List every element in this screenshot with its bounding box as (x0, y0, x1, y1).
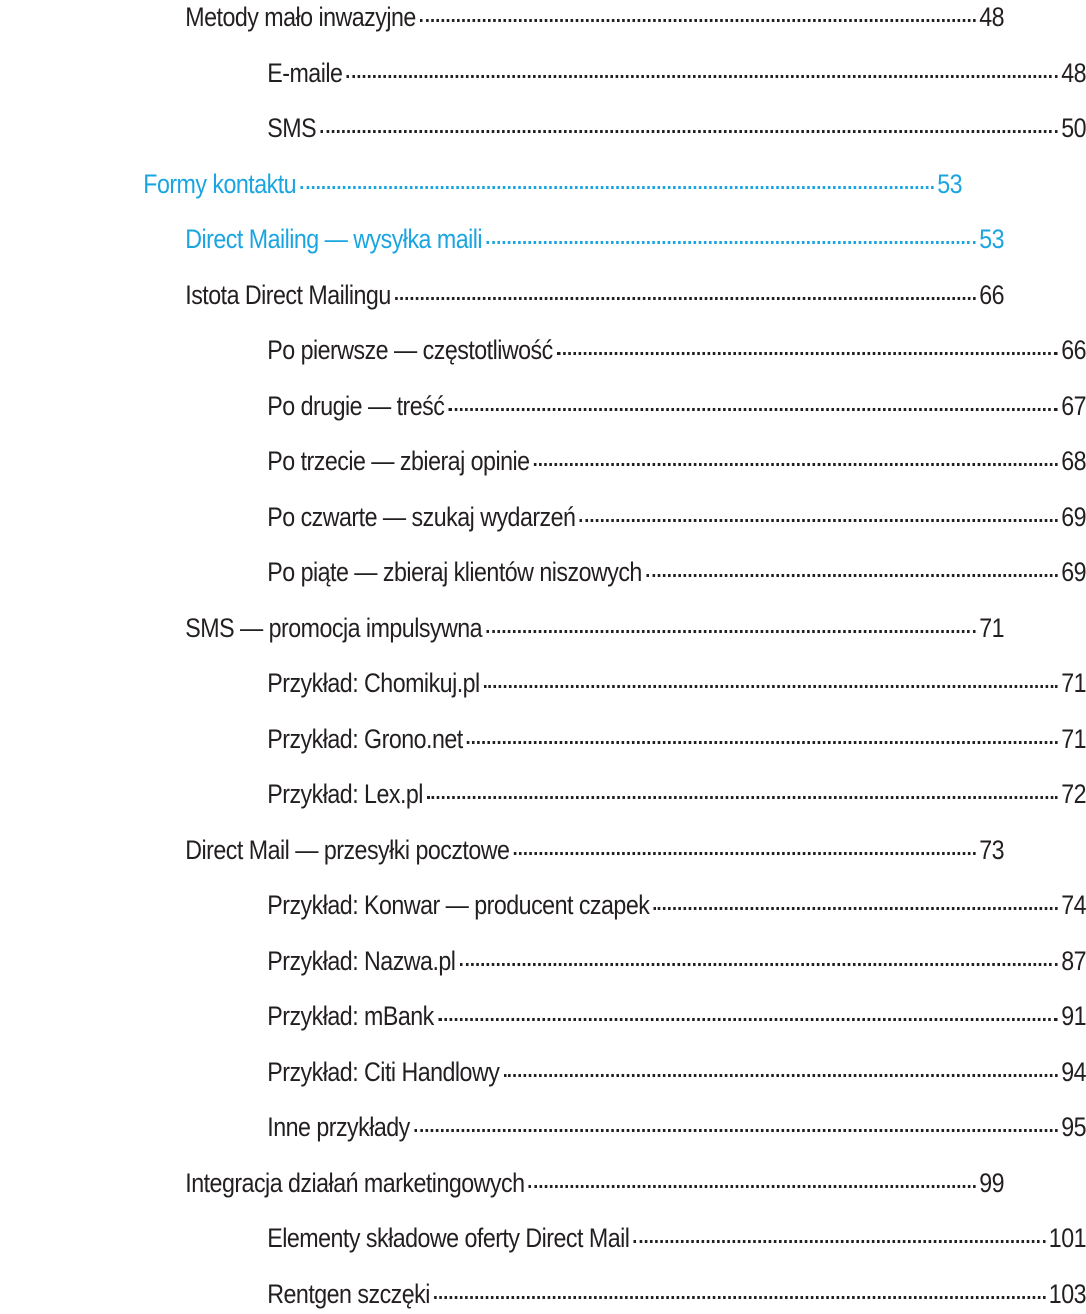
toc-dot-leader (347, 75, 1058, 78)
toc-entry-page-number: 71 (979, 612, 1004, 643)
toc-entry[interactable] (152, 996, 1086, 1036)
toc-dot-leader (654, 907, 1058, 910)
toc-entry-title: Przykład: Grono.net (267, 723, 463, 754)
toc-entry-title: Direct Mailing — wysyłka maili (185, 224, 483, 254)
toc-dot-leader (580, 519, 1058, 522)
toc-entry-title: E-maile (267, 57, 343, 88)
toc-entry-page-number: 72 (1061, 779, 1086, 809)
toc-dot-leader (529, 1185, 976, 1188)
toc-entry-title: Metody mało inwazyjne (185, 2, 416, 32)
toc-entry[interactable] (152, 441, 1086, 481)
toc-dot-leader (467, 741, 1058, 744)
toc-dot-leader (320, 130, 1057, 133)
toc-dot-leader (484, 685, 1058, 688)
toc-entry[interactable] (152, 885, 1086, 925)
toc-entry-page-number: 53 (979, 224, 1004, 254)
toc-entry-title: Elementy składowe oferty Direct Mail (267, 1223, 630, 1253)
toc-entry-title: Rentgen szczęki (267, 1278, 430, 1309)
toc-entry[interactable] (141, 275, 1004, 315)
toc-entry-page-number: 71 (1061, 723, 1086, 754)
toc-dot-leader (420, 19, 976, 22)
toc-dot-leader (557, 352, 1058, 355)
toc-dot-leader (449, 408, 1058, 411)
toc-entry-page-number: 68 (1061, 446, 1086, 476)
toc-dot-leader (514, 852, 976, 855)
toc-entry-title: Przykład: Lex.pl (267, 779, 423, 809)
toc-entry[interactable] (152, 497, 1086, 537)
toc-dot-leader (534, 463, 1058, 466)
toc-entry-title: SMS — promocja impulsywna (185, 612, 483, 643)
toc-entry[interactable] (141, 1163, 1004, 1203)
toc-entry-page-number: 71 (1061, 668, 1086, 698)
toc-entry-page-number: 95 (1061, 1112, 1086, 1142)
toc-entry[interactable] (152, 552, 1086, 592)
toc-entry-title: Po trzecie — zbieraj opinie (267, 446, 530, 476)
toc-entry-page-number: 69 (1061, 557, 1086, 587)
toc-entry[interactable] (135, 164, 962, 204)
toc-entry[interactable] (152, 386, 1086, 426)
toc-entry-page-number: 69 (1061, 501, 1086, 532)
toc-entry[interactable] (152, 719, 1086, 759)
toc-entry-title: Przykład: Citi Handlowy (267, 1056, 500, 1087)
toc-entry-page-number: 87 (1061, 945, 1086, 976)
toc-entry-page-number: 67 (1061, 390, 1086, 421)
toc-entry-page-number: 66 (1061, 335, 1086, 365)
toc-entry[interactable] (141, 219, 1004, 259)
toc-dot-leader (300, 186, 933, 189)
toc-entry[interactable] (152, 774, 1086, 814)
toc-entry-page-number: 73 (979, 834, 1004, 865)
toc-entry-title: Przykład: Nazwa.pl (267, 945, 456, 976)
toc-entry-title: Po drugie — treść (267, 390, 445, 421)
toc-entry[interactable] (152, 1218, 1086, 1258)
toc-dot-leader (504, 1074, 1058, 1077)
toc-entry-page-number: 50 (1061, 113, 1086, 143)
toc-entry-title: Przykład: mBank (267, 1001, 434, 1031)
toc-entry-title: Po piąte — zbieraj klientów niszowych (267, 557, 642, 587)
toc-entry-title: Przykład: Chomikuj.pl (267, 668, 480, 698)
toc-entry-title: Inne przykłady (267, 1112, 410, 1142)
toc-dot-leader (646, 574, 1058, 577)
toc-dot-leader (434, 1296, 1045, 1299)
toc-entry[interactable] (152, 663, 1086, 703)
toc-entry-title: Formy kontaktu (143, 168, 297, 199)
toc-dot-leader (460, 963, 1058, 966)
toc-entry-title: Przykład: Konwar — producent czapek (267, 890, 650, 920)
toc-entry-page-number: 103 (1048, 1278, 1086, 1309)
toc-dot-leader (486, 630, 975, 633)
toc-dot-leader (486, 241, 975, 244)
toc-dot-leader (395, 297, 976, 300)
toc-entry-page-number: 99 (979, 1167, 1004, 1198)
toc-entry-title: Direct Mail — przesyłki pocztowe (185, 834, 510, 865)
toc-entry[interactable] (141, 0, 1004, 37)
toc-dot-leader (427, 796, 1058, 799)
toc-entry-page-number: 48 (979, 2, 1004, 32)
toc-entry-page-number: 101 (1048, 1223, 1086, 1253)
toc-entry[interactable] (152, 1107, 1086, 1147)
toc-entry-page-number: 66 (979, 279, 1004, 310)
toc-entry[interactable] (152, 941, 1086, 981)
toc-dot-leader (634, 1240, 1046, 1243)
toc-entry[interactable] (152, 1274, 1086, 1314)
toc-entry-page-number: 53 (937, 168, 962, 199)
toc-entry-title: Po pierwsze — częstotliwość (267, 335, 553, 365)
toc-entry[interactable] (152, 108, 1086, 148)
toc-entry-title: Istota Direct Mailingu (185, 279, 391, 310)
toc-entry-page-number: 74 (1061, 890, 1086, 920)
toc-entry-title: Po czwarte — szukaj wydarzeń (267, 501, 576, 532)
toc-entry[interactable] (152, 53, 1086, 93)
toc-entry-page-number: 91 (1061, 1001, 1086, 1031)
toc-entry[interactable] (141, 608, 1004, 648)
toc-entry-page-number: 94 (1061, 1056, 1086, 1087)
toc-entry-title: SMS (267, 113, 317, 143)
toc-entry[interactable] (152, 330, 1086, 370)
toc-entry-page-number: 48 (1061, 57, 1086, 88)
toc-entry-title: Integracja działań marketingowych (185, 1167, 525, 1198)
toc-entry[interactable] (141, 830, 1004, 870)
toc-entry[interactable] (152, 1052, 1086, 1092)
toc-dot-leader (438, 1018, 1058, 1021)
toc-dot-leader (414, 1129, 1058, 1132)
